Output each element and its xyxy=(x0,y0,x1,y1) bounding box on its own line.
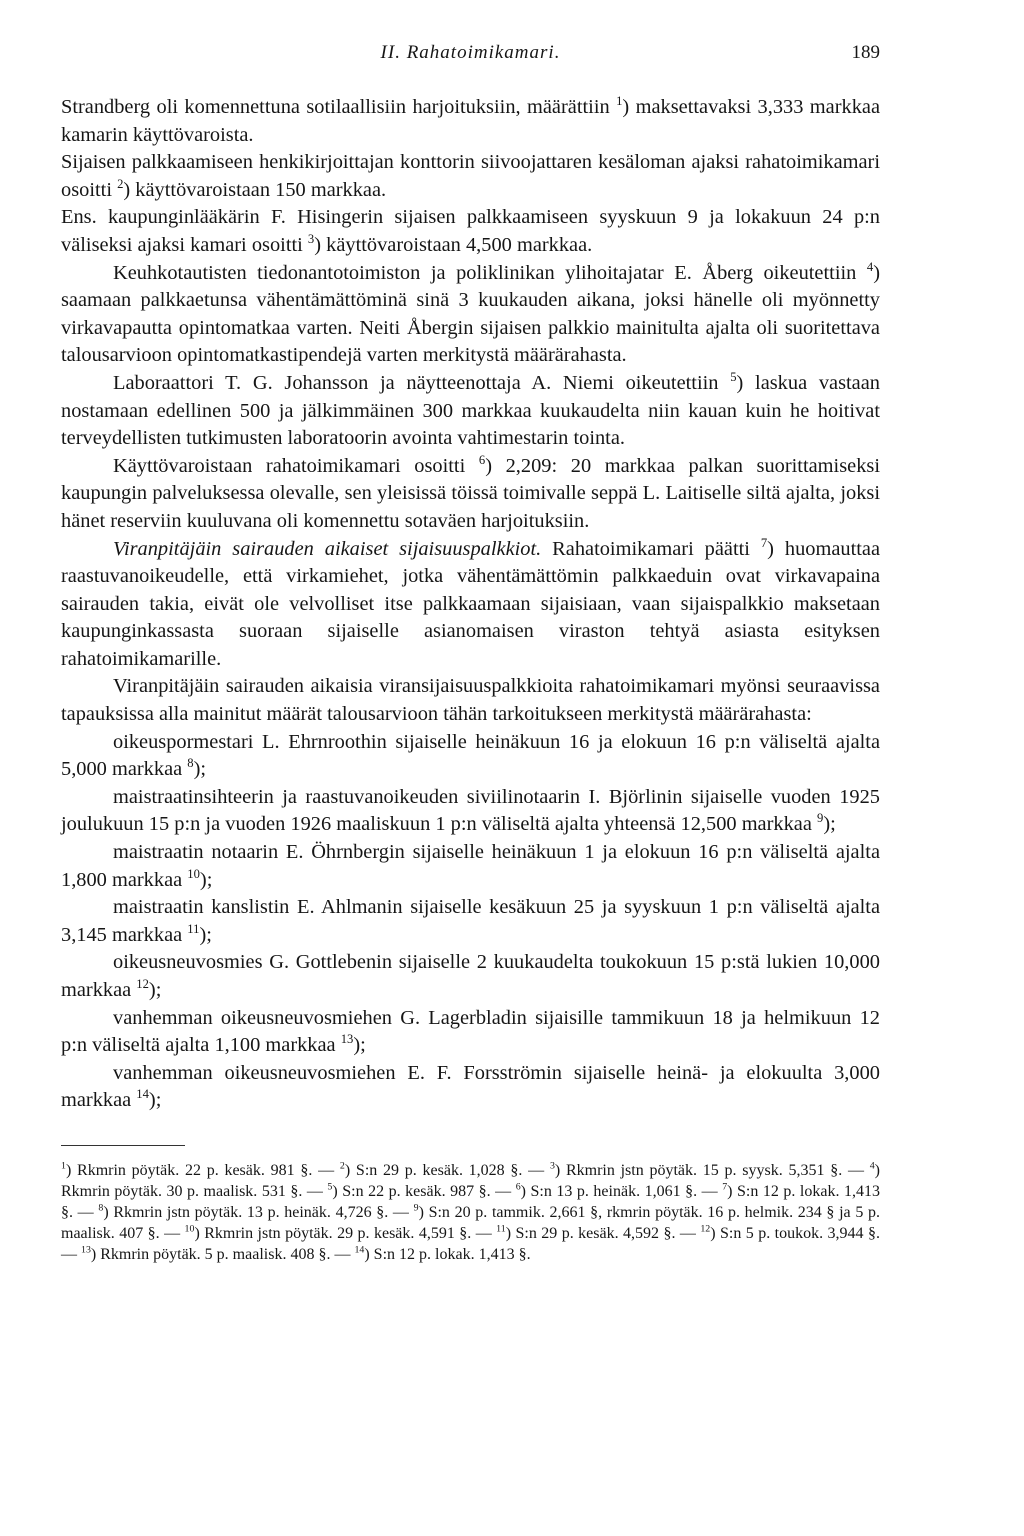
footnote-marker: 2 xyxy=(117,176,124,191)
text-run: Sijaisen palkkaamiseen henkikirjoittajan konttorin siivoojattaren kesäloman ajaksi rahatoimikamari osoitti xyxy=(61,151,880,201)
text-run: ) S:n 29 p. kesäk. 4,592 §. — xyxy=(505,1224,701,1242)
footnote-marker: 7 xyxy=(722,1181,728,1193)
paragraph xyxy=(61,949,880,1004)
text-run: ); xyxy=(148,979,162,1001)
footnote-separator xyxy=(61,1145,185,1146)
footnote-marker: 14 xyxy=(136,1087,149,1102)
text-run: oikeusneuvosmies G. Gottlebenin sijaiselle 2 kuukaudelta toukokuun 15 p:stä lukien 10,000 markkaa xyxy=(61,951,880,1001)
text-run: ) S:n 29 p. kesäk. 1,028 §. — xyxy=(344,1161,550,1179)
text-run: ) S:n 20 p. tammik. 2,661 §, rkmrin pöytäk. 16 p. helmik. 234 § ja 5 p. maalisk. 407 §. — xyxy=(61,1203,881,1242)
footnote-marker: 2 xyxy=(339,1160,345,1172)
text-run: ); xyxy=(199,923,212,946)
footnote-marker: 7 xyxy=(760,535,768,550)
footnote-marker: 1 xyxy=(61,1160,66,1172)
text-run: vanhemman oikeusneuvosmiehen E. F. Forsströmin sijaiselle heinä- ja elokuulta 3,000 markkaa xyxy=(61,1061,880,1112)
text-run: ) Rkmrin jstn pöytäk. 15 p. syysk. 5,351 §. — xyxy=(554,1161,870,1179)
text-run: ) saamaan palkkaetunsa vähentämättöminä sinä 3 kuukauden aikana, joksi hänelle oli myönnetty virkavapautta opintomatkaa varten. Neiti Åbergin sijaisen palkkio mainitulta ajalta oli suoritettava talousarvioon opintomatkastipendejä varten merkitystä määrärahasta. xyxy=(61,261,880,367)
text-run: maistraatin kanslistin E. Ahlmanin sijaiselle kesäkuun 25 ja syyskuun 1 p:n väliseltä ajalta 3,145 markkaa xyxy=(61,896,880,946)
text-run: ) S:n 12 p. lokak. 1,413 §. — xyxy=(61,1182,881,1221)
text-run: ); xyxy=(353,1034,366,1057)
page-header xyxy=(61,42,880,80)
text-run: ) S:n 12 p. lokak. 1,413 §. xyxy=(364,1245,531,1263)
paragraph xyxy=(61,1060,880,1115)
footnotes xyxy=(61,1160,880,1265)
paragraph xyxy=(61,784,880,839)
paragraph xyxy=(61,260,880,370)
text-run: ) Rkmrin pöytäk. 30 p. maalisk. 531 §. — xyxy=(61,1161,880,1200)
footnote-text xyxy=(61,1160,880,1265)
paragraph xyxy=(61,839,880,894)
footnote-marker: 5 xyxy=(327,1181,333,1193)
paragraph xyxy=(61,94,880,149)
paragraph xyxy=(61,204,880,259)
text-run: ) 2,209: 20 markkaa palkan suorittamiseksi kaupungin palveluksessa olevalle, sen yleisissä töissä toimivalle seppä L. Laitiselle siltä ajalta, joksi hänet reserviin kuuluvana oli komennettu sotaväen harjoituksiin. xyxy=(61,454,880,532)
text-run: ) Rkmrin jstn pöytäk. 13 p. heinäk. 4,726 §. — xyxy=(103,1203,414,1221)
paragraph xyxy=(61,149,880,204)
text-run: ) Rkmrin jstn pöytäk. 29 p. kesäk. 4,591 §. — xyxy=(194,1224,497,1242)
footnote-marker: 11 xyxy=(496,1223,506,1235)
footnote-marker: 13 xyxy=(340,1032,354,1047)
footnote-marker: 9 xyxy=(413,1202,419,1214)
footnote-marker: 3 xyxy=(307,232,315,247)
body-text xyxy=(61,94,880,1115)
text-run: ) käyttövaroistaan 150 markkaa. xyxy=(123,178,387,201)
footnote-marker: 9 xyxy=(817,811,824,826)
text-run: maistraatinsihteerin ja raastuvanoikeuden siviilinotaarin I. Björlinin sijaiselle vuoden 1925 joulukuun 15 p:n ja vuoden 1926 maaliskuun 1 p:n väliseltä ajalta yhteensä 12,500 markkaa xyxy=(61,785,880,836)
footnote-marker: 1 xyxy=(616,94,623,109)
text-run: ) S:n 13 p. heinäk. 1,061 §. — xyxy=(520,1182,723,1200)
text-run: ); xyxy=(193,758,207,781)
text-run: Viranpitäjäin sairauden aikaisia viransijaisuuspalkkioita rahatoimikamari myönsi seuraavissa tapauksissa alla mainitut määrät talousarvioon tähän tarkoitukseen merkitystä määrärahasta: xyxy=(61,675,880,726)
paragraph xyxy=(61,729,880,784)
text-run: Käyttövaroistaan rahatoimikamari osoitti xyxy=(113,454,479,477)
text-run: Rahatoimikamari päätti xyxy=(541,537,761,560)
footnote-marker: 8 xyxy=(187,756,194,771)
text-run: ) Rkmrin pöytäk. 22 p. kesäk. 981 §. — xyxy=(65,1161,340,1179)
running-title: II. Rahatoimikamari. xyxy=(380,42,561,63)
text-run: ); xyxy=(823,813,836,836)
text-run: ) huomauttaa raastuvanoikeudelle, että virkamiehet, jotka vähentämättömin palkkaeduin ovat virkavapaina sairauden takia, eivät ole velvolliset itse palkkaamaan sijaisiaan, vaan sijaispalkkio maksetaan kaupunginkassasta suoraan sijaiselle asianomaisen viraston tehtyä asiasta esityksen rahatoimikamarille. xyxy=(61,537,880,670)
footnote-marker: 6 xyxy=(478,452,486,467)
italic-heading: Viranpitäjäin sairauden aikaiset sijaisuuspalkkiot. xyxy=(113,537,542,560)
footnote-marker: 12 xyxy=(700,1223,711,1235)
text-run: ) S:n 22 p. kesäk. 987 §. — xyxy=(332,1182,516,1200)
paragraph xyxy=(61,453,880,536)
text-run: ) Rkmrin pöytäk. 5 p. maalisk. 408 §. — xyxy=(90,1245,355,1263)
paragraph xyxy=(61,536,880,674)
text-run: Ens. kaupunginlääkärin F. Hisingerin sijaisen palkkaamiseen syyskuun 9 ja lokakuun 24 p:n väliseksi ajaksi kamari osoitti xyxy=(61,206,880,256)
text-run: oikeuspormestari L. Ehrnroothin sijaiselle heinäkuun 16 ja elokuun 16 p:n väliseltä ajalta 5,000 markkaa xyxy=(61,730,880,781)
footnote-marker: 13 xyxy=(81,1244,91,1256)
page-number: 189 xyxy=(851,42,880,63)
footnote-marker: 3 xyxy=(549,1160,555,1172)
text-run: ); xyxy=(148,1089,162,1112)
text-run: ); xyxy=(199,868,213,891)
footnote-marker: 6 xyxy=(515,1181,521,1193)
footnote-marker: 10 xyxy=(184,1223,195,1235)
footnote-marker: 11 xyxy=(187,922,200,937)
footnote-marker: 4 xyxy=(869,1160,875,1172)
text-run: Laboraattori T. G. Johansson ja näytteenottaja A. Niemi oikeutettiin xyxy=(113,371,731,394)
paragraph xyxy=(61,1005,880,1060)
paragraph xyxy=(61,370,880,453)
footnote-marker: 8 xyxy=(98,1202,104,1214)
footnote-marker: 4 xyxy=(866,259,874,274)
text-run: vanhemman oikeusneuvosmiehen G. Lagerbladin sijaisille tammikuun 18 ja helmikuun 12 p:n väliseltä ajalta 1,100 markkaa xyxy=(61,1006,880,1057)
text-run: Keuhkotautisten tiedonantotoimiston ja poliklinikan ylihoitajatar E. Åberg oikeutettiin xyxy=(113,261,867,284)
footnote-marker: 10 xyxy=(187,866,200,881)
text-run: ) maksettavaksi 3,333 markkaa kamarin käyttövaroista. xyxy=(61,96,880,146)
text-run: ) laskua vastaan nostamaan edellinen 500 ja jälkimmäinen 300 markkaa kuukaudelta niin kauan kuin he hoitivat terveydellisten tutkimusten laboratoorin avointa vahtimestarin tointa. xyxy=(61,371,880,450)
footnote-marker: 12 xyxy=(136,977,149,992)
text-run: ) S:n 5 p. toukok. 3,944 §. — xyxy=(61,1224,880,1263)
text-run: Strandberg oli komennettuna sotilaallisiin harjoituksiin, määrättiin xyxy=(61,96,617,118)
paragraph xyxy=(61,673,880,728)
footnote-marker: 14 xyxy=(354,1244,365,1256)
text-run: maistraatin notaarin E. Öhrnbergin sijaiselle heinäkuun 1 ja elokuun 16 p:n väliseltä ajalta 1,800 markkaa xyxy=(61,841,880,891)
paragraph xyxy=(61,894,880,949)
text-run: ) käyttövaroistaan 4,500 markkaa. xyxy=(314,233,593,256)
footnote-marker: 5 xyxy=(730,370,737,385)
